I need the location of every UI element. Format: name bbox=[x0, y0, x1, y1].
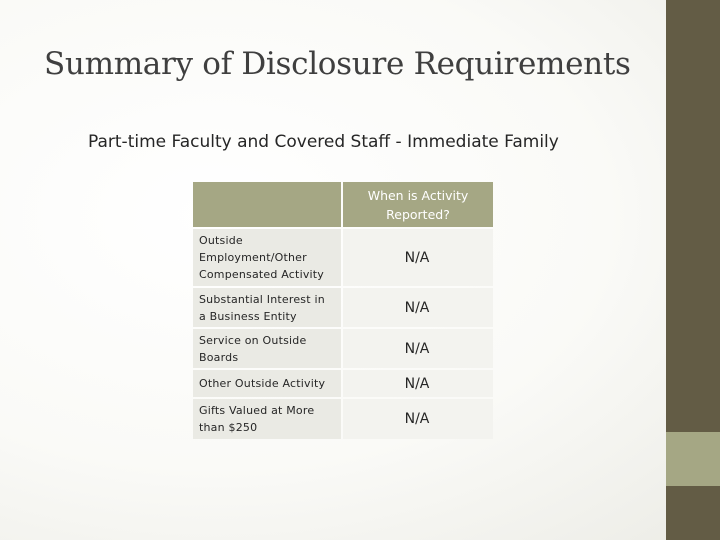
side-accent-block bbox=[666, 432, 720, 486]
row-label-outside-employment: Outside Employment/Other Compensated Activity bbox=[193, 229, 341, 286]
row-value-other-outside-activity: N/A bbox=[343, 370, 493, 397]
row-value-substantial-interest: N/A bbox=[343, 288, 493, 327]
slide-subtitle: Part-time Faculty and Covered Staff - Immediate Family bbox=[88, 132, 559, 152]
header-cell-when-reported: When is Activity Reported? bbox=[343, 182, 493, 227]
disclosure-table bbox=[193, 182, 493, 439]
row-value-outside-boards: N/A bbox=[343, 329, 493, 368]
row-label-substantial-interest: Substantial Interest in a Business Entity bbox=[193, 288, 341, 327]
slide-title: Summary of Disclosure Requirements bbox=[44, 46, 631, 82]
row-label-gifts: Gifts Valued at More than $250 bbox=[193, 399, 341, 439]
row-value-outside-employment: N/A bbox=[343, 229, 493, 286]
header-cell-empty bbox=[193, 182, 341, 227]
row-label-other-outside-activity: Other Outside Activity bbox=[193, 370, 341, 397]
row-label-outside-boards: Service on Outside Boards bbox=[193, 329, 341, 368]
row-value-gifts: N/A bbox=[343, 399, 493, 439]
